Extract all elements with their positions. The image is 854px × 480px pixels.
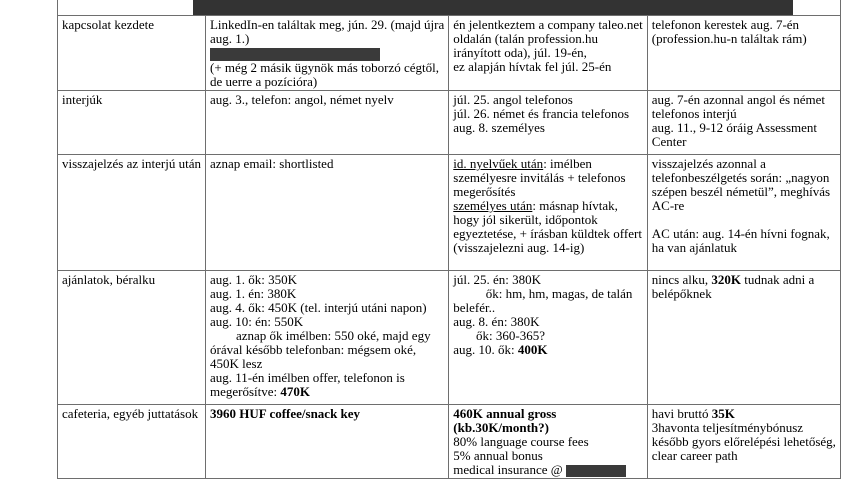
text-line: hogy jól sikerült, időpontok bbox=[453, 212, 598, 228]
text-line: telefonbeszélgetés során: „nagyon bbox=[651, 170, 830, 186]
text-line: aug. 11-én imélben offer, telefonon is bbox=[209, 370, 405, 386]
text-line: 460K annual gross bbox=[453, 406, 557, 422]
table-row bbox=[58, 271, 841, 405]
text-line: aug. 10: én: 550K bbox=[209, 314, 304, 330]
text-line: ez alapján hívtak fel júl. 25-én bbox=[453, 59, 612, 74]
text-line: aug. 11., 9-12 óráig Assessment bbox=[651, 120, 818, 136]
text-line: aug. 1. ők: 350K bbox=[209, 272, 298, 288]
text-line: 450K lesz bbox=[209, 356, 263, 372]
text-line: júl. 26. német és francia telefonos bbox=[453, 106, 630, 122]
text-line: 5% annual bonus bbox=[453, 448, 543, 464]
table-cell bbox=[647, 91, 840, 155]
offers-table bbox=[57, 0, 841, 479]
text-line: ha van ajánlatuk bbox=[651, 240, 737, 256]
table-cell bbox=[449, 16, 648, 91]
table-cell bbox=[647, 155, 840, 271]
text-line: nincs alku, 320K tudnak adni a bbox=[651, 272, 815, 288]
row-label: kapcsolat kezdete bbox=[58, 16, 206, 91]
text-line: órával később telefonban: mégsem oké, bbox=[209, 342, 417, 358]
text-line: aug. 10. ők: 400K bbox=[453, 342, 548, 358]
offers-table-body bbox=[58, 0, 841, 479]
text-line: havi bruttó 35K bbox=[651, 406, 735, 422]
table-cell bbox=[205, 155, 448, 271]
text-line: AC-re bbox=[651, 198, 685, 214]
row-label: visszajelzés az interjú után bbox=[58, 155, 206, 271]
text-line: aug. 3., telefon: angol, német nyelv bbox=[209, 92, 394, 108]
text-line: (visszajelezni aug. 14-ig) bbox=[453, 240, 585, 256]
text-line: (profession.hu-n találtak rám) bbox=[651, 31, 807, 46]
table-cell bbox=[205, 16, 448, 91]
text-line: 3960 HUF coffee/snack key bbox=[209, 406, 361, 422]
table-cell bbox=[647, 405, 840, 479]
table-cell bbox=[647, 271, 840, 405]
text-line: aznap email: shortlisted bbox=[209, 156, 334, 172]
text-line: LinkedIn-en találtak meg, jún. 29. (majd újra bbox=[209, 17, 445, 32]
text-line: én jelentkeztem a company taleo.net bbox=[453, 17, 643, 32]
text-line: AC után: aug. 14-én hívni fognak, bbox=[651, 226, 830, 242]
text-line: aug. 7-én azonnal angol és német bbox=[651, 92, 826, 108]
text-line: egyeztetése, + írásban küldtek offert bbox=[453, 226, 642, 242]
text-line: júl. 25. angol telefonos bbox=[453, 92, 573, 108]
text-line: megerősítés bbox=[453, 184, 516, 200]
row-label: cafeteria, egyéb juttatások bbox=[58, 405, 206, 479]
text-line: Center bbox=[651, 134, 687, 150]
text-line: belépőknek bbox=[651, 286, 712, 302]
text-line: id. nyelvűek után: imélben bbox=[453, 156, 592, 172]
text-line: medical insurance @ bbox=[453, 463, 643, 477]
table-cell bbox=[449, 91, 648, 155]
text-line: de uerre a pozícióra) bbox=[209, 74, 318, 90]
table-row bbox=[58, 405, 841, 479]
table-cell bbox=[449, 155, 648, 271]
table-row bbox=[58, 155, 841, 271]
row-label: ajánlatok, béralku bbox=[58, 271, 206, 405]
text-line: aug. 8. én: 380K bbox=[453, 314, 540, 330]
text-line: belefér.. bbox=[453, 300, 496, 316]
text-line: (kb.30K/month?) bbox=[453, 420, 549, 436]
header-label-cell bbox=[58, 0, 206, 16]
table-cell bbox=[449, 271, 648, 405]
text-line: szépen beszél németül”, meghívás bbox=[651, 184, 831, 200]
text-line: irányított oda), júl. 19-én, bbox=[453, 45, 587, 60]
text-line: aug. 1. én: 380K bbox=[209, 286, 297, 302]
text-line: telefonos interjú bbox=[651, 106, 737, 122]
text-line: ők: 360-365? bbox=[453, 328, 545, 344]
text-line: személyesre invitálás + telefonos bbox=[453, 170, 626, 186]
redaction-box bbox=[566, 465, 626, 477]
text-line: clear career path bbox=[651, 448, 738, 464]
text-line: 3havonta teljesítménybónusz bbox=[651, 420, 804, 436]
table-row bbox=[58, 16, 841, 91]
table-cell bbox=[205, 405, 448, 479]
table-cell bbox=[205, 91, 448, 155]
row-label: interjúk bbox=[58, 91, 206, 155]
text-line: ők: hm, hm, magas, de talán bbox=[453, 286, 633, 302]
table-cell bbox=[647, 16, 840, 91]
text-line: aug. 4. ők: 450K (tel. interjú utáni napon) bbox=[209, 300, 427, 316]
text-line: aznap ők imélben: 550 oké, majd egy bbox=[209, 328, 431, 344]
table-row bbox=[58, 91, 841, 155]
text-line: személyes után: másnap hívtak, bbox=[453, 198, 618, 214]
text-line: később gyors előrelépési lehetőség, bbox=[651, 434, 836, 450]
header-redaction-bar bbox=[193, 0, 793, 15]
text-line: visszajelzés azonnal a bbox=[651, 156, 766, 172]
text-line: aug. 1.) bbox=[209, 31, 250, 46]
text-line: oldalán (talán profession.hu bbox=[453, 31, 599, 46]
text-line: megerősítve: 470K bbox=[209, 384, 311, 400]
table-cell bbox=[205, 271, 448, 405]
text-line: telefonon kerestek aug. 7-én bbox=[651, 17, 800, 32]
text-line: 80% language course fees bbox=[453, 434, 589, 450]
text-line: (+ még 2 másik ügynök más toborzó cégtől, bbox=[209, 60, 439, 76]
text-line bbox=[652, 213, 836, 227]
text-line: aug. 8. személyes bbox=[453, 120, 545, 136]
table-cell bbox=[449, 405, 648, 479]
text-line: júl. 25. én: 380K bbox=[453, 272, 542, 288]
text-line bbox=[210, 46, 444, 61]
